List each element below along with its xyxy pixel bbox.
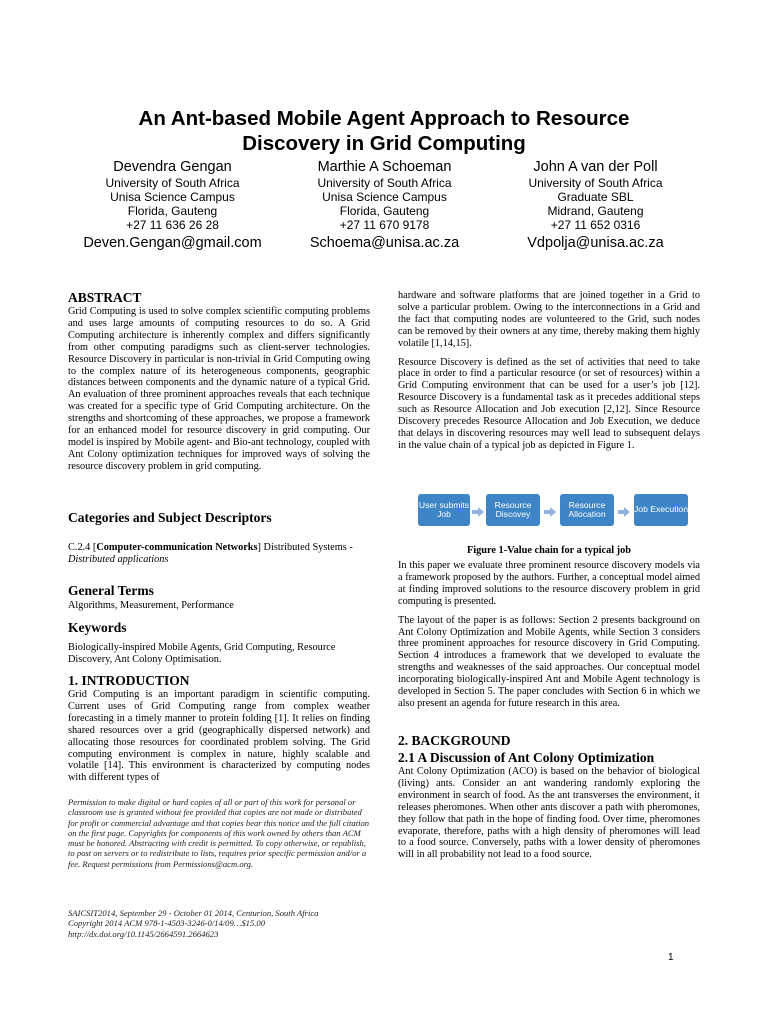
author-affiliation: University of South Africa bbox=[528, 176, 663, 190]
background-heading: 2. BACKGROUND bbox=[398, 733, 511, 748]
author-email: Deven.Gengan@gmail.com bbox=[83, 235, 262, 251]
author-block bbox=[282, 158, 487, 253]
introduction-heading: 1. INTRODUCTION bbox=[68, 673, 190, 688]
abstract-section bbox=[68, 290, 370, 473]
figure-box-job-execution: Job Execution bbox=[634, 494, 688, 526]
general-terms-heading: General Terms bbox=[68, 583, 154, 598]
doi-line: http://dx.doi.org/10.1145/2664591.2664623 bbox=[68, 928, 219, 939]
aco-subheading: 2.1 A Discussion of Ant Colony Optimization bbox=[398, 750, 655, 765]
author-location: Florida, Gauteng bbox=[339, 204, 430, 218]
abstract-heading: ABSTRACT bbox=[68, 290, 142, 305]
introduction-text: Grid Computing is an important paradigm in scientific computing. Current uses of Grid Computing range from complex weather forecasting in a timely manner to protein folding [1]. It relies on finding shared resources over a grid (geographically dispersed network) and allocating those resources for coordinated problem solving. The Grid computing environment is complex in nature, highly scalable and volatile [14]. This environment is characterized by computing nodes with different types of bbox=[68, 689, 370, 784]
right-column-top bbox=[398, 290, 700, 452]
conference-line: SAICSIT2014, September 29 - October 01 2014, Centurion, South Africa bbox=[68, 908, 319, 918]
right-column-middle bbox=[398, 560, 700, 710]
value-chain-figure bbox=[404, 482, 698, 538]
abstract-text: Grid Computing is used to solve complex scientific computing problems and uses large amounts of computing resources to do so. A Grid Computing architecture is inherently complex and differs significantly from other computing paradigms such as client-server technologies. Resource Discovery in particular is non-trivial in Grid Computing owing to the complex nature of its heterogeneous components, geographic distances between components and the dynamic nature of a typical Grid. An evaluation of three prominent approaches reveals that each technique was created for a specific type of Grid Computing architecture. On the strengths and shortcoming of these approaches, we propose a framework for an enhanced model for resource discovery in grid computing. Our model is inspired by Mobile agent- and Bio-ant technology, coupled with Ant Colony optimization techniques for improved ways of solving the resource discovery problem in grid computing. bbox=[68, 306, 370, 472]
author-location: Florida, Gauteng bbox=[127, 204, 218, 218]
category-code: C.2.4 [ bbox=[68, 542, 97, 553]
author-affiliation: Unisa Science Campus bbox=[110, 190, 235, 204]
paper-title bbox=[60, 106, 708, 156]
figure-box-resource-allocation: Resource Allocation bbox=[560, 494, 614, 526]
right-arrow-icon bbox=[544, 504, 556, 514]
author-phone: +27 11 652 0316 bbox=[550, 218, 641, 232]
author-name: Marthie A Schoeman bbox=[317, 159, 452, 175]
aco-text: Ant Colony Optimization (ACO) is based on the behavior of biological (living) ants. Consider an ant wandering randomly exploring the environment in search of food. As the ant transverses the environment, it releases pheromones. When other ants discover a path with pheromones, they follow that path in the hope of finding food. Over time, pheromones evaporate, therefore, paths with a high density of pheromones will lead to a food source. Conversely, paths with a lower density of pheromones will in all probability not lead to a food source. bbox=[398, 766, 700, 861]
categories-heading: Categories and Subject Descriptors bbox=[68, 510, 272, 525]
author-affiliation: Unisa Science Campus bbox=[322, 190, 447, 204]
conference-info bbox=[68, 908, 370, 939]
author-affiliation: Graduate SBL bbox=[557, 190, 634, 204]
paragraph: In this paper we evaluate three prominent resource discovery models via a framework proposed by the authors. Further, a conceptual model aimed at finding improved solutions to the resource discovery problem in grid computing is presented. bbox=[398, 560, 700, 607]
general-terms-text: Algorithms, Measurement, Performance bbox=[68, 600, 234, 611]
title-line: An Ant-based Mobile Agent Approach to Resource bbox=[138, 107, 630, 130]
author-affiliation: University of South Africa bbox=[105, 176, 240, 190]
categories-section bbox=[68, 510, 370, 526]
author-phone: +27 11 670 9178 bbox=[339, 218, 430, 232]
title-line: Discovery in Grid Computing bbox=[242, 132, 526, 155]
author-location: Midrand, Gauteng bbox=[547, 204, 644, 218]
figure-caption: Figure 1-Value chain for a typical job bbox=[467, 545, 631, 556]
background-section bbox=[398, 733, 700, 861]
general-terms-section bbox=[68, 583, 370, 612]
right-arrow-icon bbox=[472, 504, 484, 514]
category-descriptor: Distributed applications bbox=[68, 553, 169, 565]
author-name: Devendra Gengan bbox=[113, 159, 232, 175]
author-block bbox=[493, 158, 698, 253]
introduction-section bbox=[68, 673, 370, 784]
keywords-text: Biologically-inspired Mobile Agents, Grid Computing, Resource Discovery, Ant Colony Optimisation. bbox=[68, 642, 336, 665]
keywords-heading: Keywords bbox=[68, 620, 127, 635]
figure-box-user-submits-job: User submits Job bbox=[418, 494, 470, 526]
category-name: Computer-communication Networks bbox=[96, 542, 258, 553]
keywords-section bbox=[68, 620, 370, 666]
paragraph: hardware and software platforms that are joined together in a Grid to solve a particular problem. Owing to the interconnections in a Grid and the fact that computing nodes are volunteered to the Grid, such nodes can be removed by their owners at any time, thereby making them highly volatile [1,14,15]. bbox=[398, 290, 700, 349]
figure-box-resource-discovery: Resource Discovey bbox=[486, 494, 540, 526]
categories-text bbox=[68, 542, 370, 566]
author-name: John A van der Poll bbox=[533, 159, 658, 175]
paragraph: Resource Discovery is defined as the set of activities that need to take place in order to find a particular resource (or set of resources) within a Grid Computing environment that can be used for a user’s job [12]. Resource Discovery is a fundamental task as it precedes additional steps such as Resource Allocation and Job execution [2,12]. Since Resource Discovery precedes Resource Allocation and Job Execution, we deduce that delays in discovering resources may well lead to subsequent delays in the value chain of a typical job as depicted in Figure 1. bbox=[398, 356, 700, 451]
page-number: 1 bbox=[668, 952, 674, 963]
category-sub: ] Distributed Systems - bbox=[257, 542, 353, 553]
author-email: Schoema@unisa.ac.za bbox=[309, 235, 460, 251]
copyright-notice: Permission to make digital or hard copies of all or part of this work for personal or classroom use is granted without fee provided that copies are not made or distributed for profit or commercial advantage and that copies bear this notice and the full citation on the first page. Copyrights for components of this work owned by others than ACM must be honored. Abstracting with credit is permitted. To copy otherwise, or republish, to post on servers or to redistribute to lists, requires prior specific permission and/or a fee. Request permissions from Permissions@acm.org. bbox=[68, 797, 370, 869]
author-block bbox=[70, 158, 275, 253]
author-email: Vdpolja@unisa.ac.za bbox=[527, 235, 664, 251]
copyright-line: Copyright 2014 ACM 978-1-4503-3246-0/14/09…$15.00 bbox=[68, 918, 266, 929]
author-affiliation: University of South Africa bbox=[317, 176, 452, 190]
paragraph: The layout of the paper is as follows: Section 2 presents background on Ant Colony Optimization and Mobile Agents, while Section 3 considers three prominent approaches for resource discovery in Grid Computing. Section 4 introduces a framework that we developed to evaluate the strengths and weaknesses of the said approaches. Our conceptual model incorporating biologically-inspired Ant and Mobile Agent technology is developed in Section 5. The paper concludes with Section 6 in which we also present an agenda for future research in this area. bbox=[398, 614, 700, 709]
right-arrow-icon bbox=[618, 504, 630, 514]
author-phone: +27 11 636 26 28 bbox=[126, 218, 219, 232]
